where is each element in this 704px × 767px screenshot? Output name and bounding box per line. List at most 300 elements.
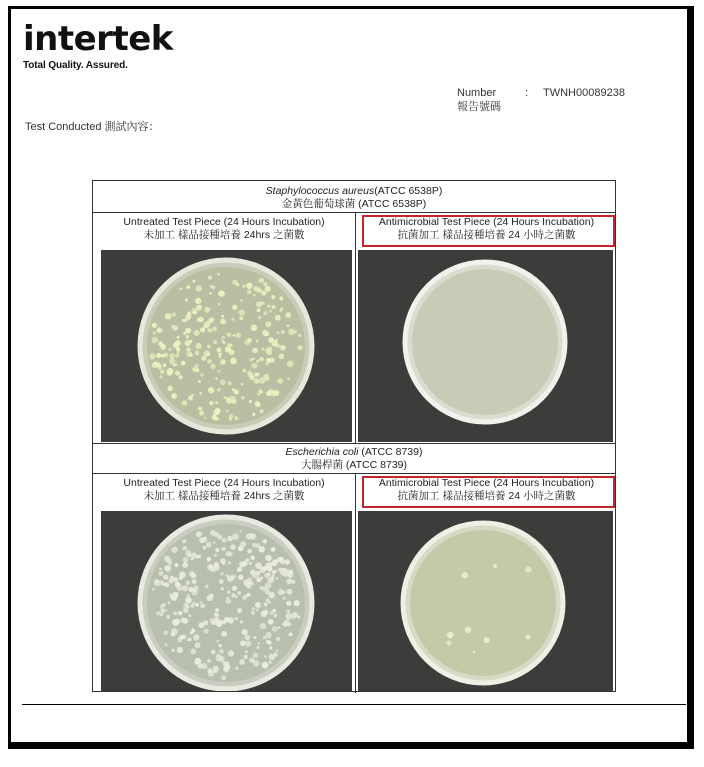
bacterial-colony	[249, 562, 253, 566]
bacterial-colony	[272, 626, 278, 632]
bacterial-colony	[244, 595, 248, 599]
bacterial-colony	[287, 325, 290, 328]
bacterial-colony	[243, 369, 247, 373]
bacterial-colony	[182, 562, 188, 568]
report-number-separator: :	[525, 87, 529, 99]
bacterial-colony	[209, 594, 214, 599]
bacterial-colony	[272, 561, 277, 566]
bacterial-colony	[289, 632, 293, 636]
bacterial-colony	[218, 353, 222, 357]
bacterial-colony	[233, 334, 236, 337]
bacterial-colony	[170, 576, 174, 580]
bacterial-colony	[185, 298, 188, 301]
bacterial-colony	[200, 604, 205, 609]
bacterial-colony	[185, 335, 189, 339]
bacterial-colony	[191, 308, 197, 314]
bacterial-colony	[164, 555, 170, 561]
bacterial-colony	[217, 273, 220, 276]
bacterial-colony	[227, 333, 231, 337]
report-number-label-zh: 報告號碼	[457, 101, 501, 113]
bacterial-colony	[216, 640, 219, 643]
bacterial-colony	[226, 599, 231, 604]
antimicrobial-label: Antimicrobial Test Piece (24 Hours Incubation) 抗菌加工 樣品接種培養 24 小時之菌數	[378, 216, 595, 241]
agar-surface	[412, 269, 558, 415]
bacterial-colony	[261, 291, 266, 296]
bacterial-colony	[227, 536, 233, 542]
bacterial-colony	[222, 336, 225, 339]
bacterial-colony	[213, 340, 217, 344]
bacterial-colony	[484, 637, 490, 643]
bacterial-colony	[220, 572, 223, 575]
bacterial-colony	[232, 305, 237, 310]
bacterial-colony	[245, 651, 248, 654]
bacterial-colony	[163, 604, 166, 607]
bacterial-colony	[218, 656, 224, 662]
bacterial-colony	[163, 575, 168, 580]
bacterial-colony	[256, 301, 262, 307]
petri-dish-few-colonies-image	[358, 511, 613, 691]
bacterial-colony	[265, 286, 271, 292]
bacterial-colony	[161, 582, 165, 586]
bacterial-colony	[175, 354, 179, 358]
bacterial-colony	[253, 294, 256, 297]
bacterial-colony	[217, 654, 220, 657]
bacterial-colony	[206, 542, 212, 548]
bacterial-colony	[256, 288, 261, 293]
antimicrobial-label: Antimicrobial Test Piece (24 Hours Incubation) 抗菌加工 樣品接種培養 24 小時之菌數	[378, 477, 595, 502]
bacterial-colony	[232, 280, 237, 285]
bacterial-colony	[199, 392, 202, 395]
bacterial-colony	[196, 285, 202, 291]
bacterial-colony	[227, 617, 234, 624]
bacterial-colony	[240, 620, 244, 624]
bacterial-colony	[207, 359, 212, 364]
bacterial-colony	[205, 585, 209, 589]
bacterial-colony	[165, 643, 168, 646]
bacterial-colony	[232, 533, 239, 540]
bacterial-colony	[220, 380, 226, 386]
bacterial-colony	[237, 608, 242, 613]
table-divider	[355, 473, 356, 693]
bacterial-colony	[198, 317, 204, 323]
bacterial-colony	[177, 351, 179, 353]
bacterial-colony	[221, 315, 224, 318]
bacterial-colony	[269, 592, 275, 598]
bacterial-colony	[188, 614, 191, 617]
bacterial-colony	[232, 357, 235, 360]
bacterial-colony	[208, 387, 214, 393]
bacterial-colony	[228, 381, 232, 385]
bacterial-colony	[246, 558, 249, 561]
bacterial-colony	[273, 390, 279, 396]
bacterial-colony	[172, 325, 178, 331]
bacterial-colony	[215, 608, 219, 612]
bacterial-colony	[168, 348, 171, 351]
bacterial-colony	[171, 595, 177, 601]
bacterial-colony	[169, 358, 175, 364]
bacterial-colony	[159, 571, 164, 576]
bacterial-colony	[252, 348, 258, 354]
bacterial-colony	[194, 586, 197, 589]
bacterial-colony	[192, 579, 197, 584]
bacterial-colony	[247, 582, 250, 585]
table-divider	[355, 212, 356, 443]
bacterial-colony	[287, 377, 290, 380]
report-number-block	[457, 86, 625, 114]
bacterial-colony	[239, 316, 243, 320]
bacterial-colony	[213, 541, 215, 543]
bacterial-colony	[173, 364, 175, 366]
bacterial-colony	[187, 553, 191, 557]
bacterial-colony	[262, 330, 268, 336]
bacterial-colony	[446, 640, 451, 645]
bacterial-colony	[255, 571, 260, 576]
bacterial-colony	[253, 636, 256, 639]
bacterial-colony	[255, 401, 261, 407]
bacterial-colony	[252, 413, 255, 416]
bacterial-colony	[181, 361, 186, 366]
bacterial-colony	[222, 538, 227, 543]
untreated-label: Untreated Test Piece (24 Hours Incubation) 未加工 樣品接種培養 24hrs 之菌數	[123, 216, 325, 241]
bacterial-colony	[187, 599, 191, 603]
bacterial-colony	[256, 646, 259, 649]
bacterial-colony	[214, 554, 217, 557]
bacterial-colony	[199, 411, 204, 416]
bacterial-colony	[229, 417, 232, 420]
bacterial-colony	[493, 564, 497, 568]
bacterial-colony	[276, 577, 279, 580]
bacterial-colony	[191, 557, 194, 560]
bacterial-colony	[195, 603, 199, 607]
bacterial-colony	[192, 280, 195, 283]
bacterial-colony	[159, 568, 162, 571]
bacterial-colony	[158, 365, 162, 369]
bacterial-colony	[182, 400, 188, 406]
bacterial-colony	[242, 629, 248, 635]
bacterial-colony	[286, 601, 291, 606]
bacterial-colony	[260, 409, 264, 413]
bacterial-colony	[239, 530, 242, 533]
bacterial-colony	[163, 364, 167, 368]
bacterial-colony	[207, 659, 211, 663]
bacterial-colony	[246, 283, 252, 289]
bacterial-colony	[195, 658, 202, 665]
bacterial-colony	[239, 309, 246, 316]
bacterial-colony	[166, 615, 170, 619]
bacterial-colony	[176, 347, 180, 351]
bacterial-colony	[176, 585, 183, 592]
bacterial-colony	[240, 640, 246, 646]
bacterial-colony	[214, 669, 218, 673]
bacterial-colony	[178, 611, 183, 616]
bacterial-colony	[298, 345, 303, 350]
bacterial-colony	[228, 650, 234, 656]
bacterial-colony	[218, 290, 225, 297]
bacterial-colony	[267, 640, 272, 645]
bacterial-colony	[188, 396, 193, 401]
bacterial-colony	[286, 312, 292, 318]
bacterial-colony	[275, 339, 277, 341]
bacterial-colony	[163, 630, 168, 635]
bacterial-colony	[177, 336, 180, 339]
bacterial-colony	[264, 602, 268, 606]
bacterial-colony	[173, 611, 177, 615]
bacterial-colony	[278, 589, 284, 595]
bacterial-colony	[188, 587, 193, 592]
organism-heading	[93, 446, 615, 459]
bacterial-colony	[215, 548, 219, 552]
bacterial-colony	[280, 559, 285, 564]
agar-surface	[147, 524, 305, 682]
bacterial-colony	[180, 618, 186, 624]
bacterial-colony	[266, 358, 270, 362]
bacterial-colony	[254, 373, 258, 377]
bacterial-colony	[165, 565, 171, 571]
bacterial-colony	[286, 609, 290, 613]
bacterial-colony	[288, 329, 294, 335]
bacterial-colony	[219, 579, 224, 584]
bacterial-colony	[183, 608, 188, 613]
bacterial-colony	[196, 531, 202, 537]
bacterial-colony	[201, 356, 206, 361]
bacterial-colony	[231, 318, 234, 321]
report-number-label: Number	[457, 87, 497, 99]
bacterial-colony	[204, 417, 206, 419]
bacterial-colony	[278, 626, 281, 629]
results-table	[92, 180, 616, 692]
bacterial-colony	[260, 623, 267, 630]
bacterial-colony	[245, 635, 251, 641]
petri-dish-no-colonies-image	[358, 250, 613, 442]
bacterial-colony	[165, 609, 168, 612]
bacterial-colony	[177, 647, 183, 653]
bacterial-colony	[154, 579, 159, 584]
intertek-logo	[23, 19, 173, 71]
bacterial-colony	[279, 296, 283, 300]
bacterial-colony	[253, 653, 259, 659]
bacterial-colony	[185, 340, 191, 346]
untreated-label: Untreated Test Piece (24 Hours Incubation) 未加工 樣品接種培養 24hrs 之菌數	[123, 477, 325, 502]
bacterial-colony	[195, 343, 201, 349]
bacterial-colony	[239, 574, 243, 578]
bacterial-colony	[215, 401, 218, 404]
bacterial-colony	[172, 619, 179, 626]
bacterial-colony	[266, 598, 270, 602]
bacterial-colony	[274, 570, 277, 573]
bacterial-colony	[269, 611, 273, 615]
bacterial-colony	[160, 613, 164, 617]
bacterial-colony	[171, 547, 177, 553]
bacterial-colony	[262, 348, 265, 351]
bacterial-colony	[232, 388, 235, 391]
bacterial-colony	[260, 577, 263, 580]
bacterial-colony	[236, 667, 239, 670]
bacterial-colony	[180, 288, 183, 291]
bacterial-colony	[287, 360, 294, 367]
bacterial-colony	[256, 608, 259, 611]
bacterial-colony	[190, 649, 196, 655]
bacterial-colony	[244, 655, 248, 659]
organism-strain: (ATCC 6538P)	[374, 185, 443, 197]
bacterial-colony	[175, 340, 181, 346]
bacterial-colony	[258, 278, 264, 284]
organism-strain: (ATCC 8739)	[358, 446, 423, 458]
bacterial-colony	[179, 576, 183, 580]
bacterial-colony	[203, 546, 207, 550]
bacterial-colony	[153, 332, 156, 335]
bacterial-colony	[191, 573, 196, 578]
bacterial-colony	[212, 286, 216, 290]
bacterial-colony	[169, 562, 172, 565]
bacterial-colony	[280, 345, 286, 351]
petri-dish-photo-antimicrobial	[358, 250, 613, 442]
bacterial-colony	[214, 562, 219, 567]
bacterial-colony	[226, 410, 229, 413]
bacterial-colony	[221, 631, 227, 637]
bacterial-colony	[199, 622, 205, 628]
bacterial-colony	[195, 298, 201, 304]
bacterial-colony	[159, 375, 162, 378]
bacterial-colony	[251, 363, 257, 369]
bacterial-colony	[182, 319, 185, 322]
bacterial-colony	[272, 305, 276, 309]
bacterial-colony	[152, 337, 159, 344]
bacterial-colony	[204, 629, 209, 634]
bacterial-colony	[208, 276, 212, 280]
bacterial-colony	[195, 642, 201, 648]
petri-dish-photo-antimicrobial	[358, 511, 613, 691]
bacterial-colony	[247, 290, 252, 295]
bacterial-colony	[210, 285, 213, 288]
bacterial-colony	[269, 646, 272, 649]
bacterial-colony	[186, 286, 189, 289]
bacterial-colony	[171, 632, 176, 637]
bacterial-colony	[222, 547, 226, 551]
bacterial-colony	[177, 637, 182, 642]
bacterial-colony	[213, 410, 219, 416]
bacterial-colony	[269, 654, 275, 660]
bacterial-colony	[164, 353, 169, 358]
bacterial-colony	[271, 547, 276, 552]
bacterial-colony	[279, 354, 285, 360]
bacterial-colony	[269, 661, 272, 664]
bacterial-colony	[257, 393, 260, 396]
bacterial-colony	[229, 396, 236, 403]
bacterial-colony	[198, 380, 201, 383]
bacterial-colony	[234, 416, 238, 420]
bacterial-colony	[215, 613, 220, 618]
bacterial-colony	[251, 325, 258, 332]
bacterial-colony	[156, 353, 161, 358]
bacterial-colony	[158, 341, 163, 346]
bacterial-colony	[227, 590, 231, 594]
bacterial-colony	[269, 601, 271, 603]
petri-dish-dense-colonies-image	[101, 511, 352, 691]
bacterial-colony	[204, 307, 210, 313]
bacterial-colony	[220, 558, 226, 564]
bacterial-colony	[278, 378, 284, 384]
bacterial-colony	[247, 549, 252, 554]
bacterial-colony	[250, 582, 253, 585]
bacterial-colony	[156, 611, 160, 615]
bacterial-colony	[237, 591, 241, 595]
bacterial-colony	[194, 330, 200, 336]
bacterial-colony	[175, 563, 179, 567]
bacterial-colony	[279, 309, 282, 312]
bacterial-colony	[266, 391, 271, 396]
bacterial-colony	[204, 325, 207, 328]
bacterial-colony	[264, 655, 267, 658]
bacterial-colony	[236, 333, 241, 338]
bacterial-colony	[241, 383, 244, 386]
bacterial-colony	[256, 360, 259, 363]
bacterial-colony	[209, 401, 214, 406]
bacterial-colony	[248, 372, 253, 377]
bacterial-colony	[267, 347, 272, 352]
logo-tagline: Total Quality. Assured.	[23, 60, 128, 71]
bacterial-colony	[277, 331, 280, 334]
bacterial-colony	[217, 534, 222, 539]
bacterial-colony	[240, 299, 243, 302]
table-divider	[93, 443, 615, 444]
petri-dish-dense-colonies-image	[101, 250, 352, 442]
bacterial-colony	[287, 572, 293, 578]
bacterial-colony	[179, 375, 183, 379]
bacterial-colony	[210, 530, 216, 536]
bacterial-colony	[230, 344, 233, 347]
bacterial-colony	[169, 353, 174, 358]
bacterial-colony	[157, 329, 161, 333]
bacterial-colony	[276, 649, 279, 652]
bacterial-colony	[235, 617, 238, 620]
agar-surface	[410, 530, 556, 676]
bacterial-colony	[217, 388, 221, 392]
bacterial-colony	[237, 567, 242, 572]
bacterial-colony	[218, 303, 221, 306]
bacterial-colony	[207, 564, 214, 571]
bacterial-colony	[285, 613, 292, 620]
organism-name: Staphylococcus aureus	[265, 185, 375, 197]
bacterial-colony	[294, 600, 300, 606]
bacterial-colony	[209, 292, 212, 295]
bacterial-colony	[167, 370, 173, 376]
bacterial-colony	[218, 370, 221, 373]
bacterial-colony	[187, 638, 190, 641]
bacterial-colony	[210, 364, 215, 369]
bacterial-colony	[225, 397, 228, 400]
bacterial-colony	[241, 396, 245, 400]
bacterial-colony	[268, 577, 275, 584]
bacterial-colony	[198, 406, 202, 410]
bacterial-colony	[230, 544, 236, 550]
bacterial-colony	[190, 631, 193, 634]
bacterial-colony	[286, 578, 292, 584]
bacterial-colony	[267, 305, 270, 308]
bacterial-colony	[153, 362, 158, 367]
bacterial-colony	[228, 561, 231, 564]
bacterial-colony	[297, 615, 300, 618]
bacterial-colony	[172, 649, 175, 652]
test-conducted-heading: Test Conducted 測試內容：	[25, 121, 160, 133]
organism-name-zh: 大腸桿菌 (ATCC 8739)	[301, 459, 407, 471]
bacterial-colony	[226, 551, 232, 557]
bacterial-colony	[217, 347, 222, 352]
bacterial-colony	[285, 559, 290, 564]
bacterial-colony	[192, 628, 194, 630]
bacterial-colony	[152, 588, 155, 591]
bacterial-colony	[276, 637, 280, 641]
bacterial-colony	[149, 353, 155, 359]
